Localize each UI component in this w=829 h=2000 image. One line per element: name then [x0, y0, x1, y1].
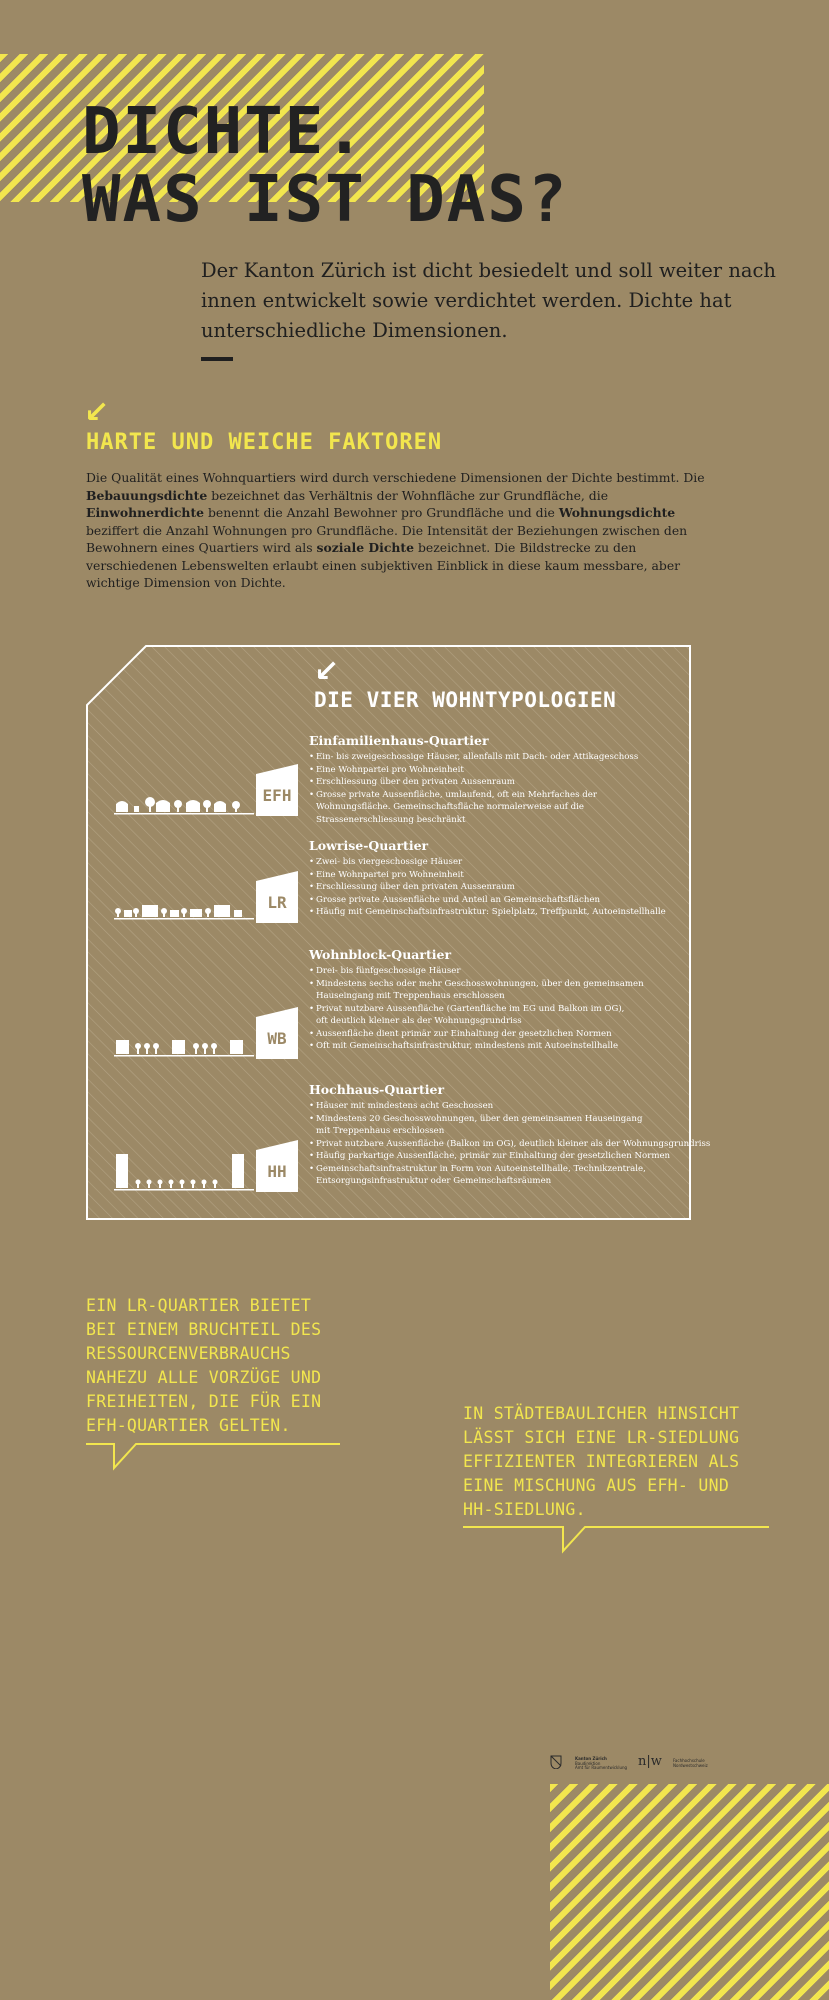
canton-zurich-logo-icon — [550, 1755, 562, 1769]
bullet: • Mindestens sechs oder mehr Geschosswohnungen, über den gemeinsamen Hauseingang mit Treppenhaus erschlossen — [309, 978, 646, 1003]
typology-efh — [309, 733, 661, 826]
bullet: • Aussenfläche dient primär zur Einhaltung der gesetzlichen Normen — [309, 1028, 646, 1041]
hh-towers-icon — [114, 1152, 254, 1192]
canton-logo-line: Kanton Zürich — [575, 1756, 607, 1761]
quote-line: NAHEZU ALLE VORZÜGE UND — [86, 1368, 322, 1387]
body-text-part: benennt die Anzahl Bewohner pro Grundfläche und die — [204, 505, 559, 520]
bullet: • Ein- bis zweigeschossige Häuser, allenfalls mit Dach- oder Attikageschoss — [309, 751, 661, 764]
arrow-down-left-icon: ↙ — [314, 654, 340, 689]
typology-title: Lowrise-Quartier — [309, 838, 429, 853]
fhnw-logo-line: Fachhochschule — [673, 1758, 705, 1763]
bullet: • Häufig mit Gemeinschaftsinfrastruktur: Spielplatz, Treffpunkt, Autoeinstellhalle — [309, 906, 666, 919]
bullet: • Eine Wohnpartei pro Wohneinheit — [309, 869, 666, 882]
quote-line: HH-SIEDLUNG. — [463, 1500, 586, 1519]
typology-wb — [309, 947, 646, 1053]
fhnw-logo-text — [673, 1759, 708, 1768]
efh-houses-icon — [114, 792, 254, 816]
intro-rule — [201, 357, 233, 361]
bullet: • Zwei- bis viergeschossige Häuser — [309, 856, 666, 869]
typology-lr — [309, 838, 666, 919]
bullet: • Privat nutzbare Aussenfläche (Balkon im OG), deutlich kleiner als der Wohnungsgrundriss — [309, 1138, 710, 1151]
typology-bullets — [309, 751, 661, 826]
quote-left — [86, 1294, 321, 1438]
typology-bullets — [309, 965, 646, 1053]
section-body — [86, 469, 706, 592]
quote-line: BEI EINEM BRUCHTEIL DES — [86, 1320, 322, 1339]
quote-line: EINE MISCHUNG AUS EFH- UND — [463, 1476, 730, 1495]
section-heading: HARTE UND WEICHE FAKTOREN — [86, 430, 443, 455]
bullet: • Grosse private Aussenfläche, umlaufend, oft ein Mehrfaches der Wohnungsfläche. Gemeinschaftsfläche normalerweise auf die Strassenerschliessung beschränkt — [309, 789, 661, 827]
bullet: • Erschliessung über den privaten Aussenraum — [309, 776, 661, 789]
fhnw-logo-mark: n|w — [638, 1754, 662, 1769]
typology-title: Hochhaus-Quartier — [309, 1082, 445, 1097]
badge-hh: HH — [256, 1150, 298, 1192]
typology-title: Einfamilienhaus-Quartier — [309, 733, 489, 748]
page-title-line2: WAS IST DAS? — [82, 163, 569, 237]
quote-line: FREIHEITEN, DIE FÜR EIN — [86, 1392, 322, 1411]
quote-line: EIN LR-QUARTIER BIETET — [86, 1296, 312, 1315]
term-bebauungsdichte: Bebauungsdichte — [86, 487, 208, 503]
quote-line: EFFIZIENTER INTEGRIEREN ALS — [463, 1452, 740, 1471]
arrow-down-left-icon: ↙ — [84, 395, 110, 430]
fhnw-logo-line: Nordwestschweiz — [673, 1762, 708, 1768]
body-text-part: beziffert die Anzahl Wohnungen pro Grundfläche. Die Intensität der Beziehungen zwischen den Bewohnern eines Quartiers wird als — [86, 522, 688, 555]
quote-line: IN STÄDTEBAULICHER HINSICHT — [463, 1404, 740, 1423]
page-title-line1: DICHTE. — [82, 95, 366, 169]
typology-hh — [309, 1082, 710, 1188]
bullet: • Eine Wohnpartei pro Wohneinheit — [309, 764, 661, 777]
speech-tail-right — [463, 1525, 769, 1555]
quote-line: RESSOURCENVERBRAUCHS — [86, 1344, 291, 1363]
bullet: • Gemeinschaftsinfrastruktur in Form von Autoeinstellhalle, Technikzentrale, Entsorgungsinfrastruktur oder Gemeinschaftsräumen — [309, 1163, 656, 1188]
quote-line: LÄSST SICH EINE LR-SIEDLUNG — [463, 1428, 740, 1447]
bullet: • Häufig parkartige Aussenfläche, primär zur Einhaltung der gesetzlichen Normen — [309, 1150, 710, 1163]
panel-heading: DIE VIER WOHNTYPOLOGIEN — [314, 688, 617, 712]
bullet: • Häuser mit mindestens acht Geschossen — [309, 1100, 710, 1113]
badge-lr: LR — [256, 881, 298, 923]
logos — [550, 1752, 720, 1774]
bullet: • Grosse private Aussenfläche und Anteil an Gemeinschaftsflächen — [309, 894, 666, 907]
term-einwohnerdichte: Einwohnerdichte — [86, 505, 205, 520]
wb-blocks-icon — [114, 1034, 254, 1058]
canton-logo-line: Amt für Raumentwicklung — [575, 1765, 628, 1770]
badge-efh: EFH — [256, 774, 298, 816]
body-text-part: bezeichnet. Die Bildstrecke zu den verschiedenen Lebenswelten erlaubt einen subjektiven Einblick in diese kaum messbare, aber wichtige Dimension von Dichte. — [86, 540, 681, 590]
page-title — [82, 95, 569, 237]
body-text-part: bezeichnet das Verhältnis der Wohnfläche zur Grundfläche, die — [207, 487, 609, 503]
badge-wb: WB — [256, 1017, 298, 1059]
body-text-part: Die Qualität eines Wohnquartiers wird durch verschiedene Dimensionen der Dichte bestimmt. Die — [86, 470, 705, 485]
canton-logo-line: Baudirektion — [575, 1760, 601, 1766]
canton-logo-text — [575, 1757, 627, 1771]
decorative-stripes-bottom — [550, 1784, 829, 2000]
term-wohnungsdichte: Wohnungsdichte — [558, 505, 676, 520]
typology-title: Wohnblock-Quartier — [309, 947, 452, 962]
intro-text: Der Kanton Zürich ist dicht besiedelt und soll weiter nach innen entwickelt sowie verdichtet werden. Dichte hat unterschiedliche Dimensionen. — [201, 259, 776, 342]
speech-tail-left — [86, 1442, 340, 1472]
bullet: • Drei- bis fünfgeschossige Häuser — [309, 965, 646, 978]
lr-houses-icon — [114, 897, 254, 921]
bullet: • Erschliessung über den privaten Aussenraum — [309, 881, 666, 894]
typology-bullets — [309, 856, 666, 919]
term-soziale-dichte: soziale Dichte — [316, 540, 415, 555]
typology-bullets — [309, 1100, 710, 1188]
bullet: • Privat nutzbare Aussenfläche (Gartenfläche im EG und Balkon im OG), oft deutlich kleiner als der Wohnungsgrundriss — [309, 1003, 636, 1028]
quote-line: EFH-QUARTIER GELTEN. — [86, 1416, 291, 1435]
bullet: • Mindestens 20 Geschosswohnungen, über den gemeinsamen Hauseingang mit Treppenhaus erschlossen — [309, 1113, 646, 1138]
bullet: • Oft mit Gemeinschaftsinfrastruktur, mindestens mit Autoeinstellhalle — [309, 1040, 646, 1053]
quote-right — [463, 1402, 739, 1522]
